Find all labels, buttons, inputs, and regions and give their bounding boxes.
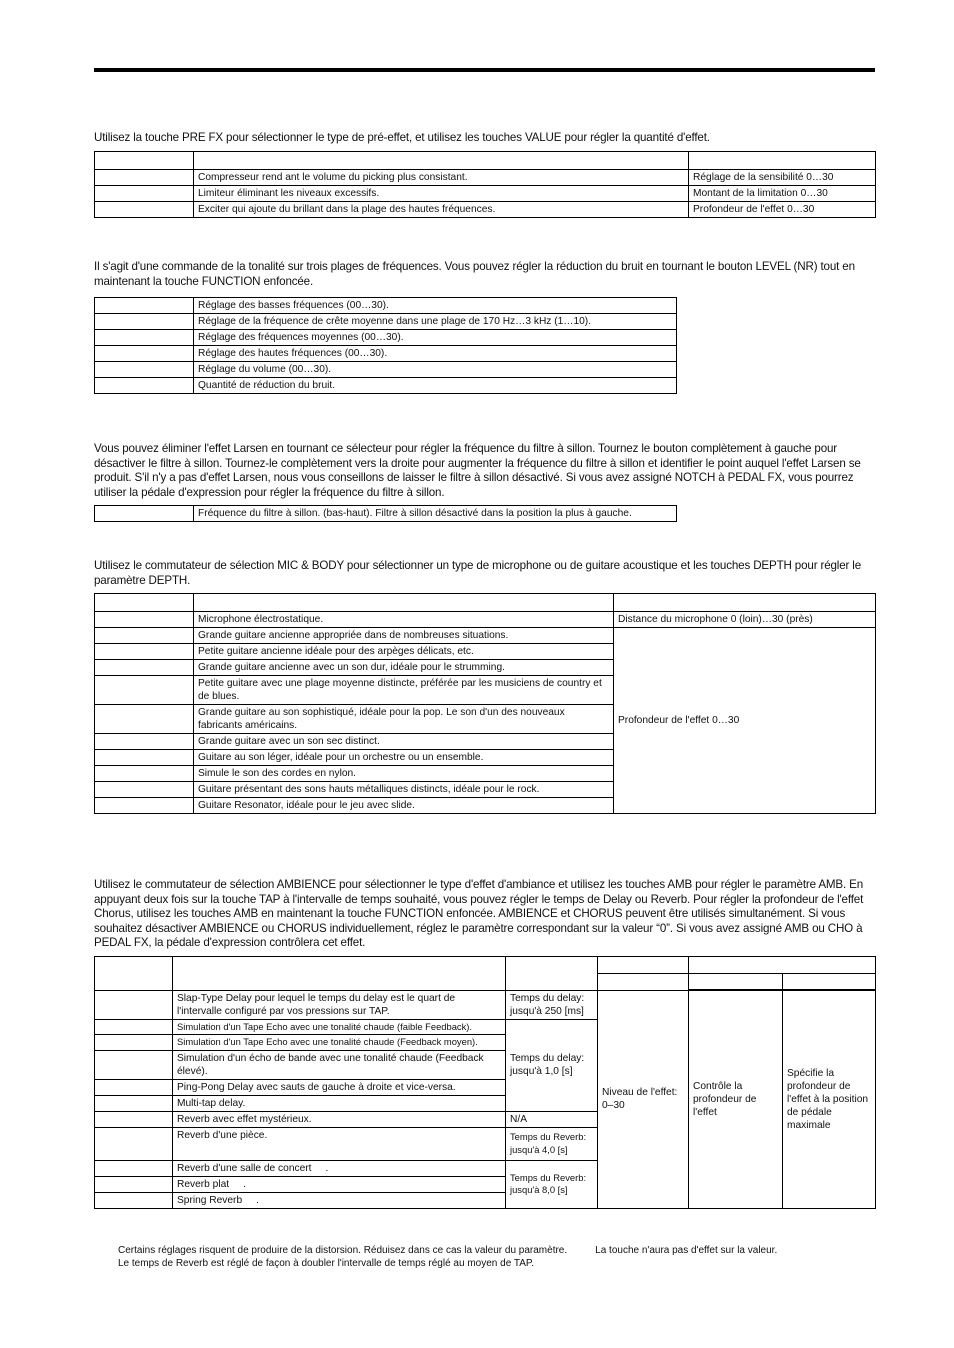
eq-desc: Quantité de réduction du bruit. (194, 378, 677, 394)
top-rule (94, 68, 875, 72)
amb-desc: Simulation d'un Tape Echo avec une tonalité chaude (Feedback moyen). (173, 1035, 506, 1050)
table-row (95, 314, 677, 330)
prefx-intro: Utilisez la touche PRE FX pour sélectionner le type de pré-effet, et utilisez les touches VALUE pour régler la quantité d'effet. (94, 131, 710, 144)
amb-chorus: Contrôle la profondeur de l'effet (689, 991, 783, 1209)
amb-desc: Simulation d'un écho de bande avec une tonalité chaude (Feedback élevé). (173, 1050, 506, 1079)
mic-desc: Grande guitare ancienne appropriée dans de nombreuses situations. (194, 628, 614, 644)
amb-time: Temps du Reverb: jusqu'à 8,0 [s] (506, 1160, 598, 1208)
notch-intro: Vous pouvez éliminer l'effet Larsen en tournant ce sélecteur pour régler la fréquence du filtre à sillon. Tournez le bouton complètement à gauche pour désactiver le filtre à sillon. Tournez-le complètement vers la droite pour augmenter la fréquence du filtre à sillon et identifier le point auquel l'effet Larsen se produit. S'il n'y a pas d'effet Larsen, nous vous conseillons de laisser le filtre à sillon désactivé. Si vous avez assigné NOTCH à PEDAL FX, vous pourrez utiliser la pédale d'expression pour régler la fréquence du filtre à sillon. (94, 442, 861, 499)
footnote-1b-text: La touche n'aura pas d'effet sur la valeur. (595, 1245, 778, 1256)
prefx-param: Profondeur de l'effet 0…30 (689, 202, 876, 218)
table-row (95, 362, 677, 378)
amb-time: Temps du delay: jusqu'à 250 [ms] (506, 991, 598, 1020)
amb-pedal: Spécifie la profondeur de l'effet à la position de pédale maximale (783, 991, 876, 1209)
amb-desc: Ping-Pong Delay avec sauts de gauche à droite et vice-versa. (173, 1079, 506, 1095)
table-row (95, 612, 876, 628)
amb-time: Temps du Reverb: jusqu'à 4,0 [s] (506, 1127, 598, 1160)
prefx-desc: Limiteur éliminant les niveaux excessifs. (194, 186, 689, 202)
eq-desc: Réglage du volume (00…30). (194, 362, 677, 378)
amb-time: Temps du delay: jusqu'à 1,0 [s] (506, 1020, 598, 1112)
table-row (95, 202, 876, 218)
mic-desc: Guitare Resonator, idéale pour le jeu avec slide. (194, 798, 614, 814)
amb-time: N/A (506, 1111, 598, 1127)
eq-table (94, 297, 677, 394)
mic-desc: Grande guitare avec un son sec distinct. (194, 734, 614, 750)
amb-table (94, 956, 876, 1209)
amb-level: Niveau de l'effet: 0–30 (598, 991, 689, 1209)
mic-table (94, 593, 876, 814)
table-row (95, 991, 876, 1020)
footnote-2: Le temps de Reverb est réglé de façon à doubler l'intervalle de temps réglé au moyen de TAP. (118, 1258, 535, 1269)
table-row (95, 346, 677, 362)
eq-desc: Réglage des basses fréquences (00…30). (194, 298, 677, 314)
footnote-1 (118, 1245, 777, 1257)
amb-desc-text: Reverb plat (177, 1178, 230, 1190)
prefx-table (94, 151, 876, 218)
mic-desc: Petite guitare ancienne idéale pour des arpèges délicats, etc. (194, 644, 614, 660)
footnote-1-text: Certains réglages risquent de produire de la distorsion. Réduisez dans ce cas la valeur du paramètre. (118, 1245, 568, 1256)
amb-desc-suffix: . (243, 1178, 246, 1190)
mic-desc: Simule le son des cordes en nylon. (194, 766, 614, 782)
amb-desc-suffix: . (256, 1194, 259, 1206)
table-row (95, 378, 677, 394)
table-row (95, 170, 876, 186)
mic-intro: Utilisez le commutateur de sélection MIC & BODY pour sélectionner un type de microphone ou de guitare acoustique et les touches DEPTH pour régler le paramètre DEPTH. (94, 559, 862, 587)
table-row (95, 330, 677, 346)
prefx-desc: Exciter qui ajoute du brillant dans la plage des hautes fréquences. (194, 202, 689, 218)
mic-desc: Petite guitare avec une plage moyenne distincte, préférée par les musiciens de country et de blues. (194, 676, 614, 705)
amb-desc: Slap-Type Delay pour lequel le temps du delay est le quart de l'intervalle configuré par vos pressions sur TAP. (173, 991, 506, 1020)
mic-desc: Guitare au son léger, idéale pour un orchestre ou un ensemble. (194, 750, 614, 766)
table-row (95, 186, 876, 202)
eq-desc: Réglage des hautes fréquences (00…30). (194, 346, 677, 362)
prefx-param: Réglage de la sensibilité 0…30 (689, 170, 876, 186)
amb-desc-suffix: . (325, 1162, 329, 1174)
amb-intro: Utilisez le commutateur de sélection AMBIENCE pour sélectionner le type d'effet d'ambiance et utilisez les touches AMB pour régler le paramètre AMB. En appuyant deux fois sur la touche TAP à l'intervalle de temps souhaité, vous pouvez régler le temps de Delay ou Reverb. Pour régler la profondeur de l'effet Chorus, utilisez les touches AMB en maintenant la touche FUNCTION enfoncée. AMBIENCE et CHORUS peuvent être utilisés simultanément. Si vous souhaitez désactiver AMBIENCE ou CHORUS individuellement, réglez le paramètre correspondant sur la valeur “0”. Si vous avez assigné AMB ou CHO à PEDAL FX, la pédale d'expression contrôlera cet effet. (94, 878, 864, 950)
amb-desc: Multi-tap delay. (173, 1095, 506, 1111)
amb-desc: Simulation d'un Tape Echo avec une tonalité chaude (faible Feedback). (173, 1020, 506, 1035)
prefx-desc: Compresseur rend ant le volume du picking plus consistant. (194, 170, 689, 186)
amb-desc: Reverb avec effet mystérieux. (173, 1111, 506, 1127)
amb-desc (173, 1192, 506, 1208)
eq-desc: Réglage de la fréquence de crête moyenne dans une plage de 170 Hz…3 kHz (1…10). (194, 314, 677, 330)
notch-table (94, 505, 677, 522)
amb-desc-text: Reverb d'une salle de concert (177, 1162, 312, 1174)
table-row (95, 628, 876, 644)
mic-desc: Grande guitare au son sophistiqué, idéale pour la pop. Le son d'un des nouveaux fabricants américains. (194, 705, 614, 734)
mic-desc: Microphone électrostatique. (194, 612, 614, 628)
table-row (95, 298, 677, 314)
eq-desc: Réglage des fréquences moyennes (00…30). (194, 330, 677, 346)
amb-desc: Reverb d'une pièce. (173, 1127, 506, 1160)
table-row (95, 506, 677, 522)
prefx-param: Montant de la limitation 0…30 (689, 186, 876, 202)
amb-desc-text: Spring Reverb (177, 1194, 243, 1206)
notch-desc: Fréquence du filtre à sillon. (bas-haut). Filtre à sillon désactivé dans la position la plus à gauche. (194, 506, 677, 522)
mic-desc: Guitare présentant des sons hauts métalliques distincts, idéale pour le rock. (194, 782, 614, 798)
eq-intro: Il s'agit d'une commande de la tonalité sur trois plages de fréquences. Vous pouvez régler la réduction du bruit en tournant le bouton LEVEL (NR) tout en maintenant la touche FUNCTION enfoncée. (94, 260, 855, 288)
amb-desc (173, 1176, 506, 1192)
mic-param: Distance du microphone 0 (loin)…30 (près) (614, 612, 876, 628)
mic-desc: Grande guitare ancienne avec un son dur, idéale pour le strumming. (194, 660, 614, 676)
mic-shared-param: Profondeur de l'effet 0…30 (614, 628, 876, 814)
amb-desc (173, 1160, 506, 1176)
